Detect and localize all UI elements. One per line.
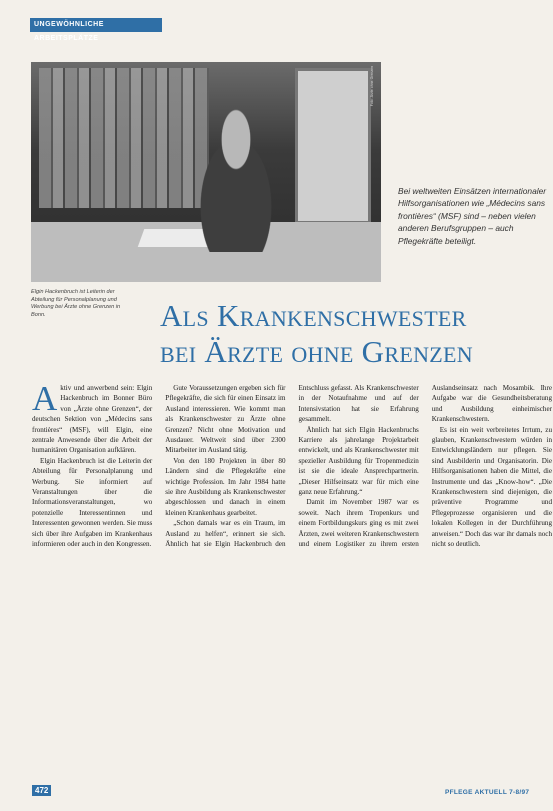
drop-cap: A (32, 383, 58, 418)
article-body (32, 383, 552, 788)
photo-credit: Foto: Ärzte ohne Grenzen (370, 66, 374, 107)
article-paragraph: Elgin Hackenbruch ist die Leiterin der Abteilung für Personalplanung und Werbung. Sie informiert auf Veranstaltungen über die Informationsveranstaltungen, wo potenzielle Interessentinnen und Interessenten gewonnen werden. Sie muss sich über ihre Aufgaben im Krankenhaus informieren oder auch in den Kongressen. (32, 456, 153, 549)
footer-publication: PFLEGE AKTUELL 7-8/97 (445, 789, 530, 796)
page-number: 472 (32, 785, 51, 796)
headline-line-1: Als Krankenschwester (160, 298, 467, 333)
article-paragraph: Es ist ein weit verbreitetes Irrtum, zu glauben, Krankenschwestern würden in Entwicklungsländern nur pflegen. Sie sind Ausbilderin und Organisatorin. Die Hilfsorganisationen haben die Mittel, die Instrumente und das „Know-how“. „Die Krankenschwestern sind diejenigen, die präventive Programme und Pflegeprozesse organisieren und die lokalen Kollegen in der Durchführung anweisen.“ Doch das war ihr damals noch nicht so deutlich. (431, 425, 552, 549)
article-paragraph: Ähnlich hat sich Elgin Hackenbruchs Karriere als jahrelange Projektarbeit entwickelt, und als Krankenschwester mit spezieller Ausbildung für Tropenmedizin ist sie die ideale Ansprechpartnerin. „Dieser Hilfseinsatz war für mich eine ganz neue Erfahrung.“ (298, 425, 419, 497)
article-headline (160, 298, 540, 370)
window-graphic (295, 68, 371, 224)
person-graphic (181, 102, 291, 252)
article-paragraph: Gute Voraussetzungen ergeben sich für Pflegekräfte, die sich für einen Einsatz im Ausland interessieren. Wie kommt man als Krankenschwester zu Ärzte ohne Grenzen? Nicht ohne Motivation und Ausdauer. Weltweit sind über 2300 Mitarbeiter im Ausland tätig. (165, 384, 286, 455)
article-paragraph: „Schon damals war es ein Traum, im Ausland zu helfen“, erinnert sie sich. Ähnlich hat sie Elgin Hackenbruch den Entschluss gefasst. Als Krankenschwester in der Notaufnahme und auf der Intensivstation hat sie Erfahrung gesammelt. (165, 384, 419, 549)
article-paragraph: Aktiv und anwerbend sein: Elgin Hackenbruch im Bonner Büro von „Ärzte ohne Grenzen“, der deutschen Sektion von „Médecins sans frontières“ (MSF), will Elgin, eine zentrale Anwesende über die Arbeit der humanitären Organisation aufklären. (32, 383, 153, 455)
article-photo (31, 62, 381, 282)
photo-caption-right: Bei weltweiten Einsätzen internationaler Hilfsorganisationen wie „Médecins sans frontières“ (MSF) sind – neben vielen anderen Berufsgruppen – auch Pflegekräfte beteiligt. (398, 186, 547, 246)
photo-caption-left: Elgin Hackenbruch ist Leiterin der Abteilung für Personalplanung und Werbung bei Ärzte ohne Grenzen in Bonn. (31, 289, 121, 318)
article-paragraph: Von den 180 Projekten in über 80 Ländern sind die Pflegekräfte eine wichtige Profession. Im Jahr 1984 hatte sie ihre Ausbildung als Krankenschwester abgeschlossen und danach in einem kleinen Krankenhaus gearbeitet. (165, 456, 286, 517)
article-paragraph: Damit im November 1987 war es soweit. Nach ihrem Tropenkurs und einem Fortbildungskurs ging es mit zwei Ärzten, zwei weiteren Krankenschwestern und einem Logistiker zu ihrem ersten Auslandseinsatz nach Mosambik. Ihre Aufgabe war die Gesundheitsberatung und Ausbildung einheimischer Krankenschwestern. (298, 384, 552, 549)
headline-line-2: bei Ärzte ohne Grenzen (160, 334, 473, 369)
section-label: UNGEWÖHNLICHE ARBEITSPLÄTZE (30, 18, 162, 32)
